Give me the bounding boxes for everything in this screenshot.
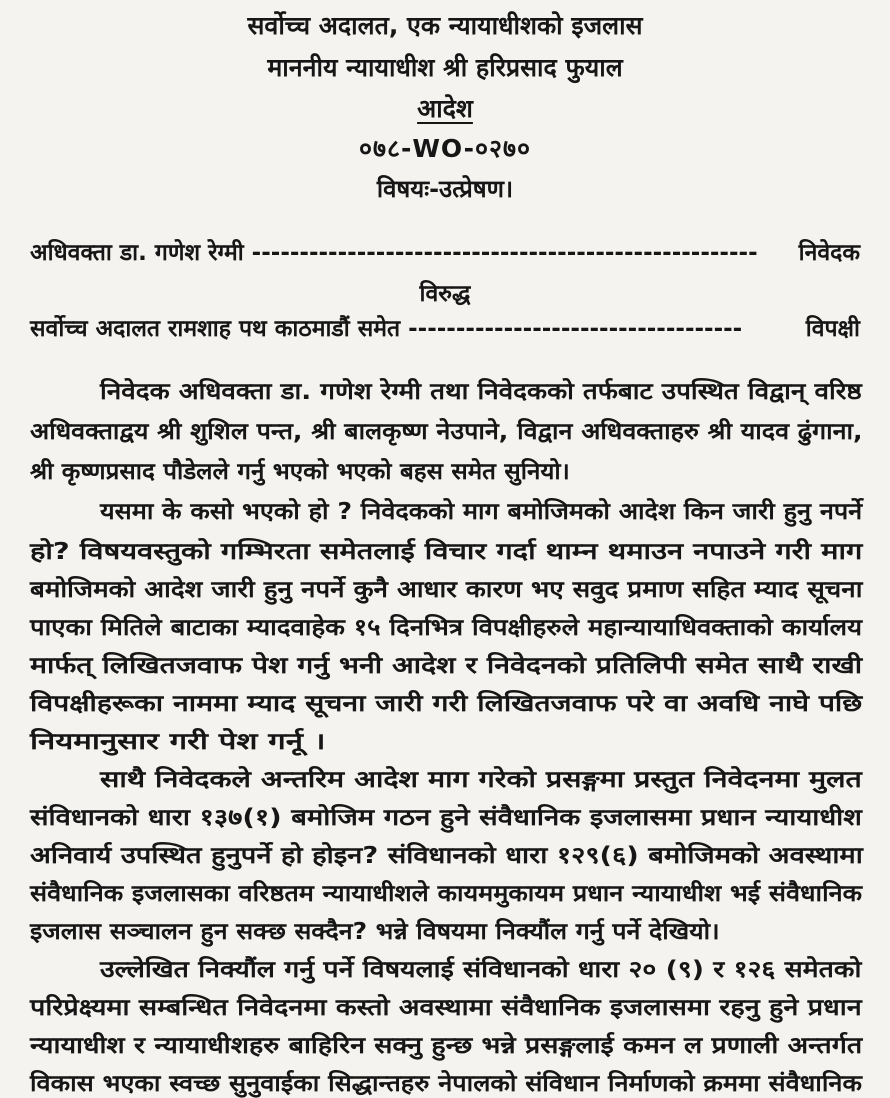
respondent-role: विपक्षी (805, 316, 860, 342)
body-line: संविधानको धारा १३७(१) बमोजिम गठन हुने संवैधानिक इजलासमा प्रधान न्यायाधीश (30, 805, 862, 831)
respondent-name: सर्वोच्च अदालत रामशाह पथ काठमाडौं समेत ----------------------------------- (30, 316, 743, 342)
body-line: उल्लेखित निक्यौंल गर्नु पर्ने विषयलाई संविधानको धारा २० (९) र १२६ समेतको (100, 957, 862, 983)
body-line: इजलास सञ्चालन हुन सक्छ सक्दैन? भन्ने विषयमा निक्यौंल गर्नु पर्ने देखियो। (30, 919, 720, 945)
body-line: बमोजिमको आदेश जारी हुनु नपर्ने कुनै आधार कारण भए सवुद प्रमाण सहित म्याद सूचना (30, 577, 863, 603)
body-line: निवेदक अधिवक्ता डा. गणेश रेग्मी तथा निवेदकको तर्फबाट उपस्थित विद्वान् वरिष्ठ (100, 379, 862, 405)
body-line: श्री कृष्णप्रसाद पौडेलले गर्नु भएको भएको बहस समेत सुनियो। (30, 459, 570, 485)
body-line: मार्फत् लिखितजवाफ पेश गर्नु भनी आदेश र निवेदनको प्रतिलिपी समेत साथै राखी (30, 653, 863, 679)
court-name: सर्वोच्च अदालत, एक न्यायाधीशको इजलास (247, 11, 643, 40)
versus-label: विरुद्ध (419, 281, 471, 307)
body-line: नियमानुसार गरी पेश गर्नू । (30, 729, 326, 755)
body-line: हो? विषयवस्तुको गम्भिरता समेतलाई विचार गर्दा थाम्न थमाउन नपाउने गरी माग (30, 539, 863, 565)
body-line: परिप्रेक्ष्यमा सम्बन्धित निवेदनमा कस्तो अवस्थामा संवैधानिक इजलासमा रहनु हुने प्रधान (30, 995, 862, 1021)
body-line: विकास भएका स्वच्छ सुनुवाईका सिद्धान्तहरु नेपालको संविधान निर्माणको क्रममा संवैधानिक (30, 1071, 862, 1097)
petitioner-role: निवेदक (798, 240, 860, 266)
judge-name: माननीय न्यायाधीश श्री हरिप्रसाद फुयाल (267, 53, 623, 82)
order-title (0, 91, 890, 125)
order-title-text: आदेश (417, 94, 473, 123)
body-line: अधिवक्ताद्वय श्री शुशिल पन्त, श्री बालकृष्ण नेउपाने, विद्वान अधिवक्ताहरु श्री यादव ढुंगाना, (30, 419, 863, 445)
petitioner-name: अधिवक्ता डा. गणेश रेग्मी ----------------------------------------------------- (30, 240, 758, 266)
body-line: न्यायाधीश र न्यायाधीशहरु बाहिरिन सक्नु हुन्छ भन्ने प्रसङ्गलाई कमन ल प्रणाली अन्तर्गत (30, 1033, 863, 1059)
body-line: अनिवार्य उपस्थित हुनुपर्ने हो होइन? संविधानको धारा १२९(६) बमोजिमको अवस्थामा (30, 843, 863, 869)
body-line: पाएका मितिले बाटाका म्यादवाहेक १५ दिनभित्र विपक्षीहरुले महान्यायाधिवक्ताको कार्यालय (30, 615, 863, 641)
petitioner-row (30, 235, 860, 269)
body-line: विपक्षीहरूका नाममा म्याद सूचना जारी गरी लिखितजवाफ परे वा अवधि नाघे पछि (30, 691, 863, 717)
body-line: संवैधानिक इजलासका वरिष्ठतम न्यायाधीशले कायममुकायम प्रधान न्यायाधीश भई संवैधानिक (30, 881, 863, 907)
case-subject: विषयः-उत्प्रेषण। (376, 175, 514, 203)
respondent-row (30, 311, 860, 345)
body-line: यसमा के कसो भएको हो ? निवेदकको माग बमोजिमको आदेश किन जारी हुनु नपर्ने (100, 499, 863, 525)
case-number: ०७८-WO-०२७० (358, 134, 532, 163)
body-line: साथै निवेदकले अन्तरिम आदेश माग गरेको प्रसङ्गमा प्रस्तुत निवेदनमा मुलत (100, 767, 862, 793)
